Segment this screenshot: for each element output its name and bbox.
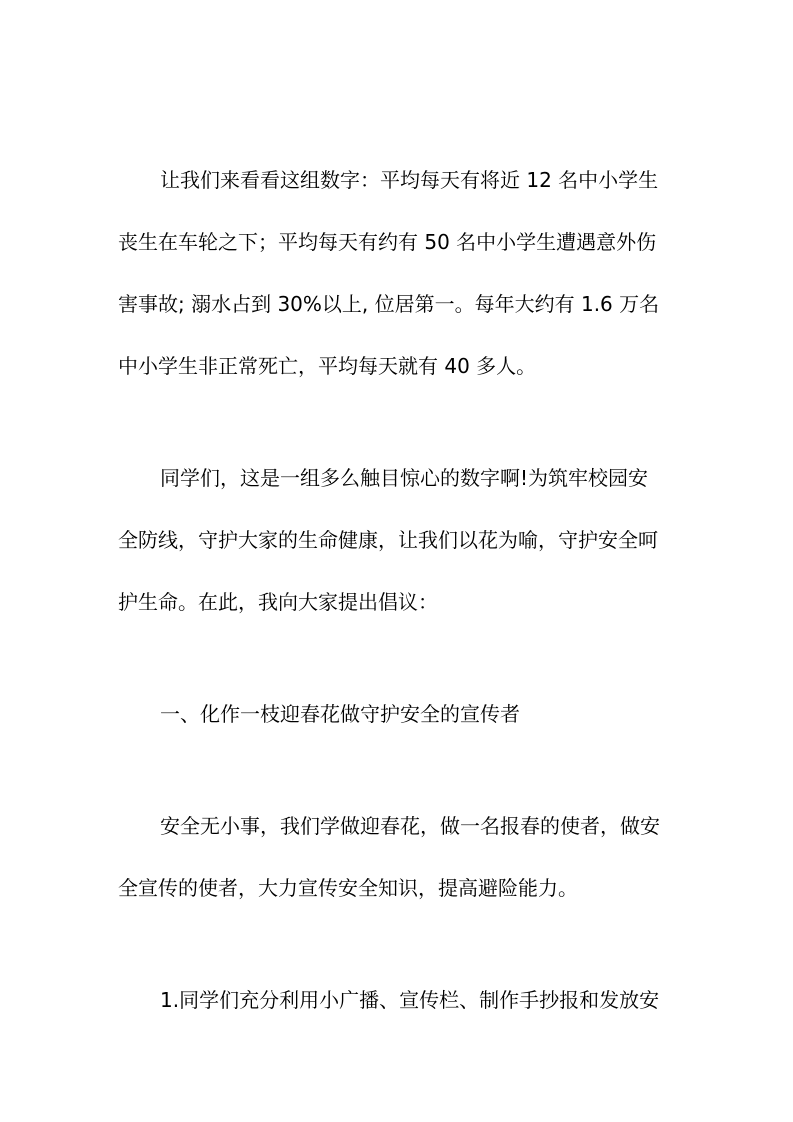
paragraph-line: 护生命。在此，我向大家提出倡议： <box>118 590 438 614</box>
paragraph-line: 丧生在车轮之下；平均每天有约有 50 名中小学生遭遇意外伤 <box>118 230 657 254</box>
paragraph-line: 害事故; 溺水占到 30%以上, 位居第一。每年大约有 1.6 万名 <box>118 292 660 316</box>
paragraph-line: 中小学生非正常死亡，平均每天就有 40 多人。 <box>118 354 537 378</box>
paragraph-line: 让我们来看看这组数字：平均每天有将近 12 名中小学生 <box>160 168 659 192</box>
section-heading: 一、化作一枝迎春花做守护安全的宣传者 <box>160 702 520 726</box>
paragraph-line: 1.同学们充分利用小广播、宣传栏、制作手抄报和发放安 <box>160 988 660 1012</box>
paragraph-line: 安全无小事，我们学做迎春花，做一名报春的使者，做安 <box>160 814 660 838</box>
paragraph-line: 全防线，守护大家的生命健康，让我们以花为喻，守护安全呵 <box>118 528 658 552</box>
paragraph-line: 同学们，这是一组多么触目惊心的数字啊!为筑牢校园安 <box>160 466 649 490</box>
paragraph-line: 全宣传的使者，大力宣传安全知识，提高避险能力。 <box>118 876 578 900</box>
